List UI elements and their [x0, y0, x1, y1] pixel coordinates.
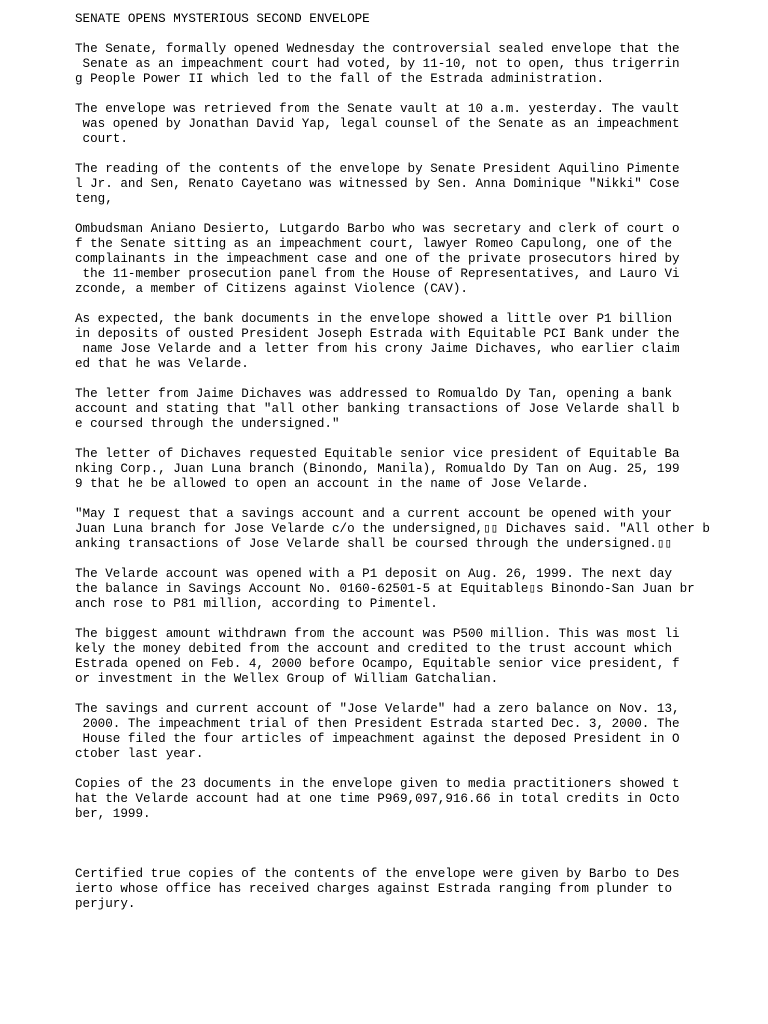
text-line: anch rose to P81 million, according to Pimentel.: [75, 597, 438, 611]
text-line: nking Corp., Juan Luna branch (Binondo, Manila), Romualdo Dy Tan on Aug. 25, 199: [75, 462, 680, 476]
text-line: The reading of the contents of the envelope by Senate President Aquilino Pimente: [75, 162, 680, 176]
text-line: Copies of the 23 documents in the envelope given to media practitioners showed t: [75, 777, 680, 791]
text-line: the balance in Savings Account No. 0160-62501-5 at Equitable▯s Binondo-San Juan br: [75, 582, 695, 596]
paragraph: [75, 387, 765, 432]
text-line: 9 that he be allowed to open an account in the name of Jose Velarde.: [75, 477, 589, 491]
paragraph: [75, 777, 765, 822]
paragraph: [75, 507, 765, 552]
text-line: The Velarde account was opened with a P1 deposit on Aug. 26, 1999. The next day: [75, 567, 673, 581]
text-line: Senate as an impeachment court had voted, by 11-10, not to open, thus trigerrin: [75, 57, 680, 71]
article-body: [75, 42, 765, 822]
text-line: teng,: [75, 192, 113, 206]
text-line: As expected, the bank documents in the envelope showed a little over P1 billion: [75, 312, 673, 326]
text-line: g People Power II which led to the fall of the Estrada administration.: [75, 72, 605, 86]
text-line: complainants in the impeachment case and one of the private prosecutors hired by: [75, 252, 680, 266]
text-line: The envelope was retrieved from the Senate vault at 10 a.m. yesterday. The vault: [75, 102, 680, 116]
article-title: SENATE OPENS MYSTERIOUS SECOND ENVELOPE: [75, 12, 370, 26]
paragraph: [75, 102, 765, 147]
text-line: e coursed through the undersigned.": [75, 417, 340, 431]
text-line: The Senate, formally opened Wednesday the controversial sealed envelope that the: [75, 42, 680, 56]
text-line: kely the money debited from the account and credited to the trust account which: [75, 642, 673, 656]
paragraph: [75, 627, 765, 687]
final-paragraph: [75, 867, 765, 912]
text-line: Ombudsman Aniano Desierto, Lutgardo Barbo who was secretary and clerk of court o: [75, 222, 680, 236]
text-line: l Jr. and Sen, Renato Cayetano was witnessed by Sen. Anna Dominique "Nikki" Cose: [75, 177, 680, 191]
paragraph: [75, 222, 765, 297]
text-line: the 11-member prosecution panel from the House of Representatives, and Lauro Vi: [75, 267, 680, 281]
text-line: in deposits of ousted President Joseph Estrada with Equitable PCI Bank under the: [75, 327, 680, 341]
text-line: ctober last year.: [75, 747, 204, 761]
text-line: anking transactions of Jose Velarde shall be coursed through the undersigned.▯▯: [75, 537, 673, 551]
text-line: f the Senate sitting as an impeachment court, lawyer Romeo Capulong, one of the: [75, 237, 673, 251]
text-line: House filed the four articles of impeachment against the deposed President in O: [75, 732, 680, 746]
text-line: ed that he was Velarde.: [75, 357, 249, 371]
text-line: 2000. The impeachment trial of then President Estrada started Dec. 3, 2000. The: [75, 717, 680, 731]
paragraph: [75, 42, 765, 87]
text-line: Estrada opened on Feb. 4, 2000 before Ocampo, Equitable senior vice president, f: [75, 657, 680, 671]
text-line: The letter of Dichaves requested Equitable senior vice president of Equitable Ba: [75, 447, 680, 461]
text-line: name Jose Velarde and a letter from his crony Jaime Dichaves, who earlier claim: [75, 342, 680, 356]
paragraph: [75, 312, 765, 372]
text-line: Certified true copies of the contents of the envelope were given by Barbo to Des: [75, 867, 680, 881]
text-line: hat the Velarde account had at one time P969,097,916.66 in total credits in Octo: [75, 792, 680, 806]
text-line: or investment in the Wellex Group of William Gatchalian.: [75, 672, 499, 686]
text-line: perjury.: [75, 897, 136, 911]
text-line: The savings and current account of "Jose Velarde" had a zero balance on Nov. 13,: [75, 702, 680, 716]
text-line: ber, 1999.: [75, 807, 151, 821]
text-line: account and stating that "all other banking transactions of Jose Velarde shall b: [75, 402, 680, 416]
spacer: [75, 837, 765, 867]
text-line: "May I request that a savings account and a current account be opened with your: [75, 507, 673, 521]
text-line: The letter from Jaime Dichaves was addressed to Romualdo Dy Tan, opening a bank: [75, 387, 673, 401]
article: [75, 12, 765, 927]
text-line: Juan Luna branch for Jose Velarde c/o the undersigned,▯▯ Dichaves said. "All other b: [75, 522, 710, 536]
text-line: The biggest amount withdrawn from the account was P500 million. This was most li: [75, 627, 680, 641]
text-line: zconde, a member of Citizens against Violence (CAV).: [75, 282, 468, 296]
text-line: court.: [75, 132, 128, 146]
text-line: ierto whose office has received charges against Estrada ranging from plunder to: [75, 882, 673, 896]
paragraph: [75, 702, 765, 762]
text-line: was opened by Jonathan David Yap, legal counsel of the Senate as an impeachment: [75, 117, 680, 131]
paragraph: [75, 162, 765, 207]
paragraph: [75, 567, 765, 612]
paragraph: [75, 447, 765, 492]
